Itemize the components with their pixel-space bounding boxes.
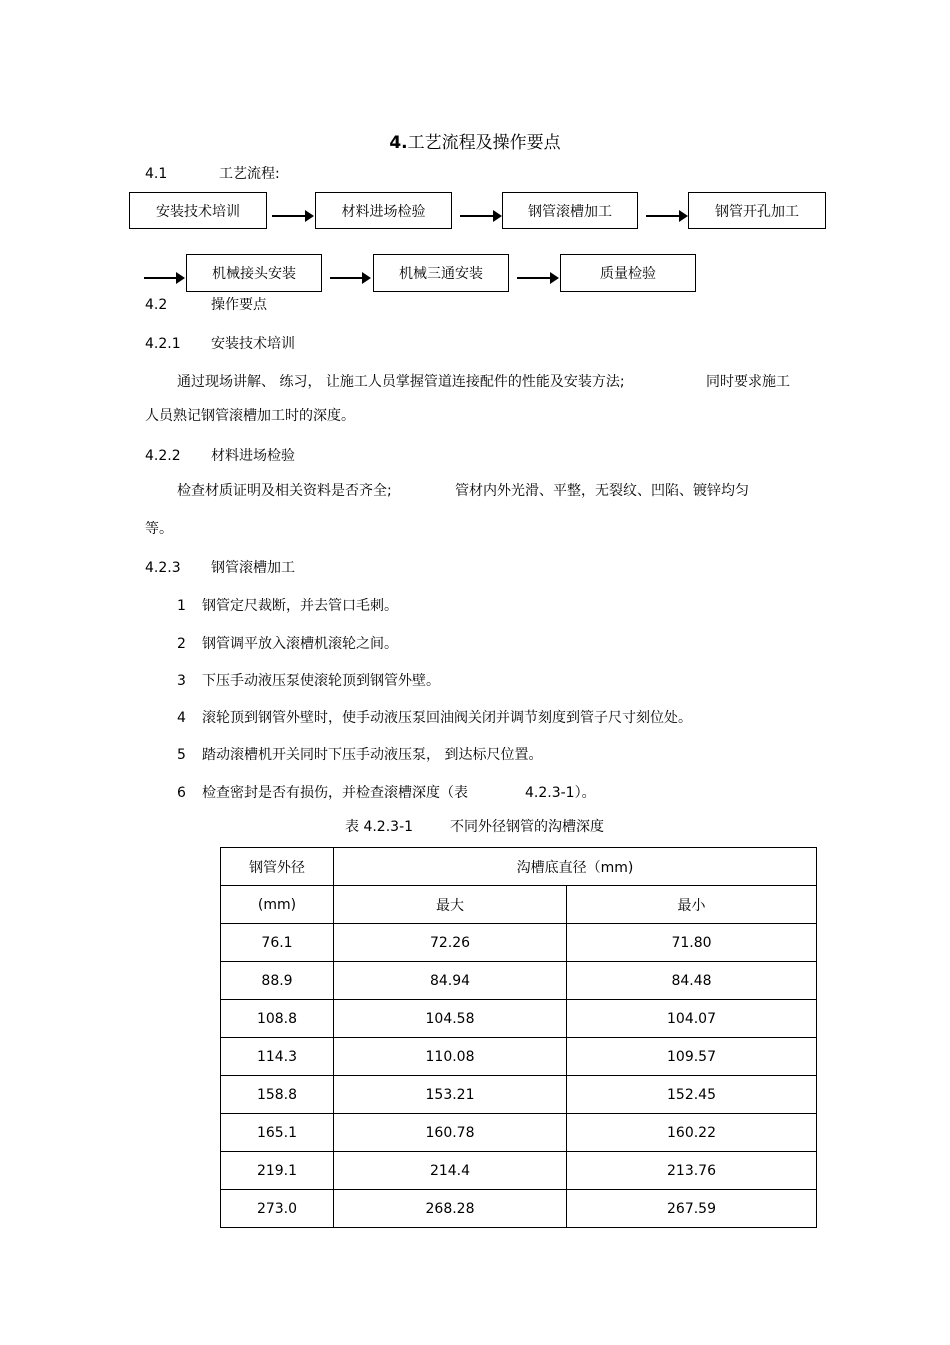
header-max: 最大 <box>334 886 567 924</box>
title-number: 4. <box>389 133 408 153</box>
header-min: 最小 <box>567 886 817 924</box>
step-number: 2 <box>177 636 186 652</box>
paragraph-4-2-1-b: 同时要求施工 <box>706 374 790 390</box>
flow-step-grooving: 钢管滚槽加工 <box>502 192 638 229</box>
step-text: 钢管定尺裁断，并去管口毛刺。 <box>202 598 398 614</box>
table-caption-title: 不同外径钢管的沟槽深度 <box>450 819 604 835</box>
step-number: 5 <box>177 747 186 763</box>
table-row: 88.9 84.94 84.48 <box>221 962 817 1000</box>
flow-arrow <box>460 215 500 217</box>
step-number: 4 <box>177 710 186 726</box>
flow-arrow <box>517 277 557 279</box>
paragraph-4-2-2-c: 等。 <box>145 521 173 537</box>
step-text: 滚轮顶到钢管外壁时，使手动液压泵回油阀关闭并调节刻度到管子尺寸刻位处。 <box>202 710 692 726</box>
flow-step-hole-cutting: 钢管开孔加工 <box>688 192 826 229</box>
table-row: 219.1 214.4 213.76 <box>221 1152 817 1190</box>
step-number: 1 <box>177 598 186 614</box>
flow-step-coupling-install: 机械接头安装 <box>186 254 322 292</box>
section-4-2-2-label: 材料进场检验 <box>211 448 295 464</box>
step-text: 踏动滚槽机开关同时下压手动液压泵， 到达标尺位置。 <box>202 747 543 763</box>
table-row: 158.8 153.21 152.45 <box>221 1076 817 1114</box>
paragraph-4-2-2-b: 管材内外光滑、平整，无裂纹、凹陷、镀锌均匀 <box>455 483 749 499</box>
section-4-2-1-number: 4.2.1 <box>145 336 181 352</box>
table-caption-number: 表 4.2.3-1 <box>345 819 414 835</box>
step-text: 检查密封是否有损伤，并检查滚槽深度（表 <box>202 785 468 801</box>
groove-depth-table <box>220 847 817 1228</box>
section-4-1-label: 工艺流程: <box>219 166 280 182</box>
flow-step-quality-check: 质量检验 <box>560 254 696 292</box>
section-4-1-number: 4.1 <box>145 166 168 182</box>
paragraph-4-2-1-a: 通过现场讲解、 练习， 让施工人员掌握管道连接配件的性能及安装方法; <box>177 374 625 390</box>
table-row: 114.3 110.08 109.57 <box>221 1038 817 1076</box>
flow-step-tee-install: 机械三通安装 <box>373 254 509 292</box>
step-text-table-ref: 4.2.3-1）。 <box>525 785 596 801</box>
section-4-2-number: 4.2 <box>145 297 168 313</box>
paragraph-4-2-1-c: 人员熟记钢管滚槽加工时的深度。 <box>145 408 355 424</box>
flow-arrow <box>330 277 369 279</box>
section-4-2-label: 操作要点 <box>211 297 267 313</box>
table-row: 108.8 104.58 104.07 <box>221 1000 817 1038</box>
flow-step-material-inspection: 材料进场检验 <box>315 192 452 229</box>
flow-arrow <box>144 277 183 279</box>
flow-step-training: 安装技术培训 <box>129 192 267 229</box>
table-row: 165.1 160.78 160.22 <box>221 1114 817 1152</box>
paragraph-4-2-2-a: 检查材质证明及相关资料是否齐全; <box>177 483 392 499</box>
header-groove-diameter: 沟槽底直径（mm) <box>334 848 817 886</box>
page-title <box>0 128 950 153</box>
table-row: 76.1 72.26 71.80 <box>221 924 817 962</box>
flow-arrow <box>272 215 312 217</box>
step-number: 3 <box>177 673 186 689</box>
step-text: 下压手动液压泵使滚轮顶到钢管外壁。 <box>202 673 440 689</box>
section-4-2-3-label: 钢管滚槽加工 <box>211 560 295 576</box>
section-4-2-1-label: 安装技术培训 <box>211 336 295 352</box>
header-outer-diameter-unit: (mm) <box>221 886 334 924</box>
flow-arrow <box>646 215 686 217</box>
step-text: 钢管调平放入滚槽机滚轮之间。 <box>202 636 398 652</box>
section-4-2-3-number: 4.2.3 <box>145 560 181 576</box>
title-text: 工艺流程及操作要点 <box>407 133 561 153</box>
step-number: 6 <box>177 785 186 801</box>
section-4-2-2-number: 4.2.2 <box>145 448 181 464</box>
header-outer-diameter: 钢管外径 <box>221 848 334 886</box>
table-row: 273.0 268.28 267.59 <box>221 1190 817 1228</box>
